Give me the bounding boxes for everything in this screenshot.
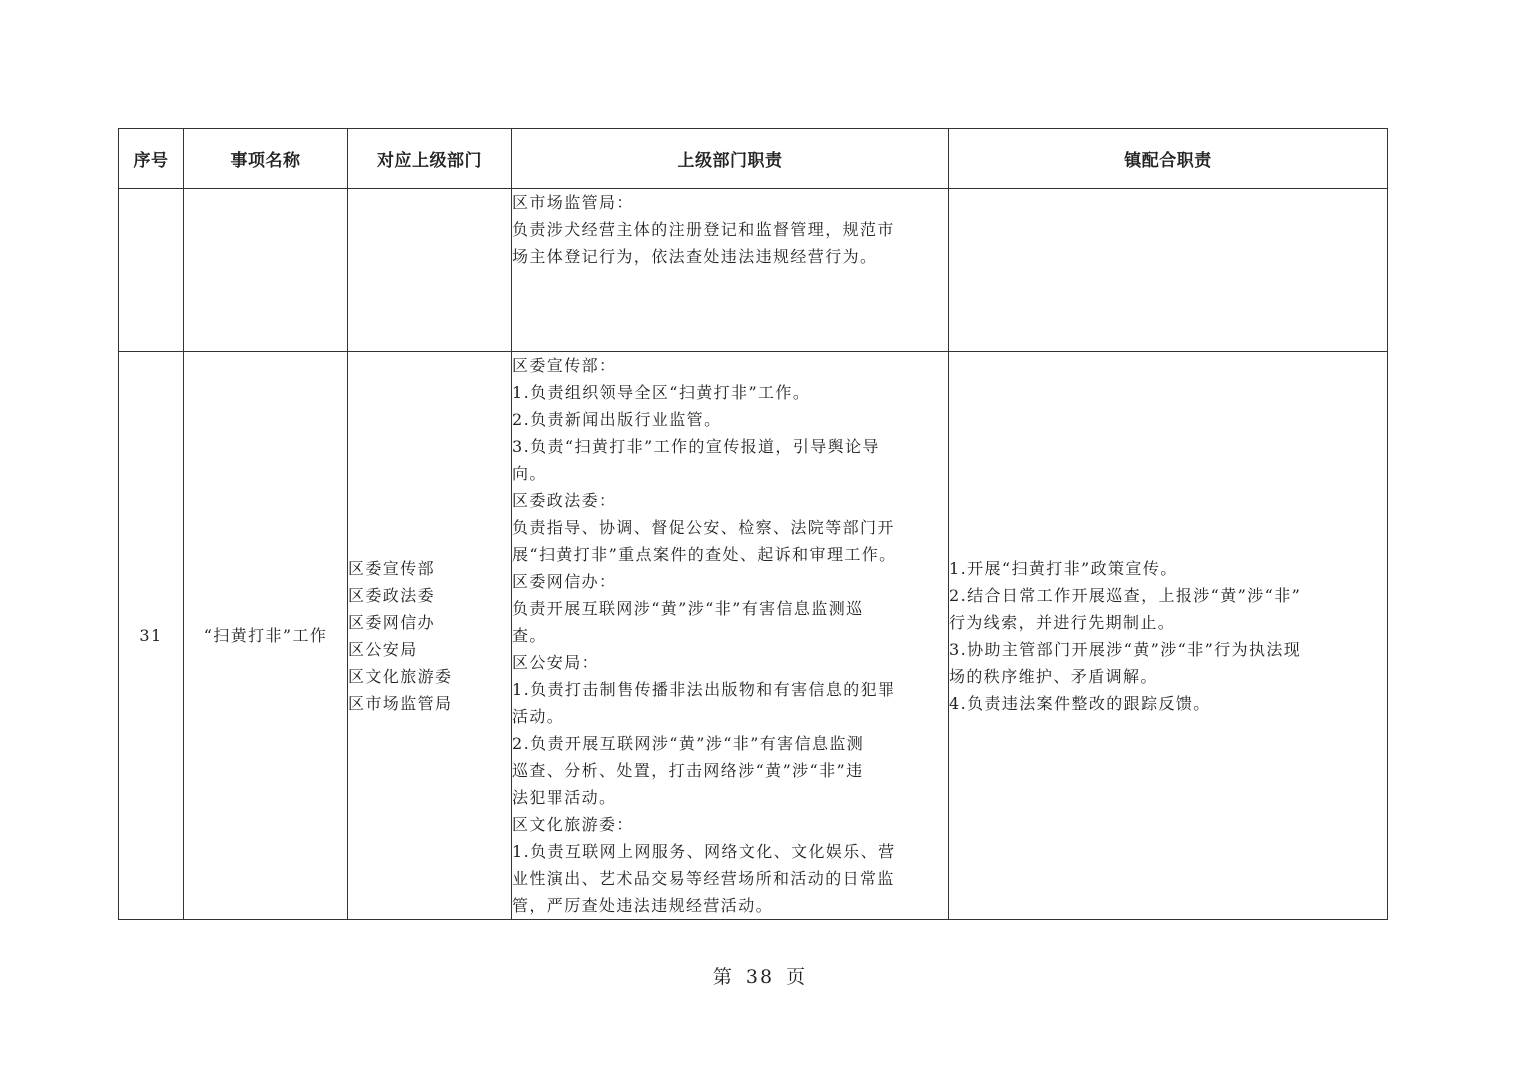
header-index: 序号 bbox=[119, 129, 184, 189]
department-line: 区委政法委 bbox=[348, 585, 436, 605]
responsibility-line: 区委宣传部： bbox=[512, 356, 617, 375]
responsibility-line: 法犯罪活动。 bbox=[512, 788, 617, 807]
responsibility-line: 2.负责新闻出版行业监管。 bbox=[512, 410, 722, 429]
town-duty-line: 行为线索，并进行先期制止。 bbox=[949, 612, 1176, 632]
responsibility-line: 区委政法委： bbox=[512, 491, 617, 510]
responsibility-line: 活动。 bbox=[512, 707, 565, 726]
header-superior-department: 对应上级部门 bbox=[348, 129, 512, 189]
responsibility-line: 1.负责互联网上网服务、网络文化、文化娱乐、营 bbox=[512, 842, 896, 861]
responsibility-line: 1.负责组织领导全区“扫黄打非”工作。 bbox=[512, 383, 811, 402]
responsibility-line: 负责涉犬经营主体的注册登记和监督管理，规范市 bbox=[512, 220, 895, 239]
department-line: 区文化旅游委 bbox=[348, 666, 453, 686]
table-row bbox=[119, 189, 1388, 352]
responsibility-line: 负责开展互联网涉“黄”涉“非”有害信息监测巡 bbox=[512, 599, 864, 618]
responsibility-line: 区公安局： bbox=[512, 653, 600, 672]
responsibility-line: 查。 bbox=[512, 626, 547, 645]
town-duty-line: 场的秩序维护、矛盾调解。 bbox=[949, 666, 1158, 686]
department-line: 区市场监管局 bbox=[348, 693, 453, 713]
responsibility-line: 场主体登记行为，依法查处违法违规经营行为。 bbox=[512, 247, 878, 266]
header-superior-responsibilities: 上级部门职责 bbox=[512, 129, 949, 189]
responsibility-line: 3.负责“扫黄打非”工作的宣传报道，引导舆论导 bbox=[512, 437, 880, 456]
responsibility-line: 展“扫黄打非”重点案件的查处、起诉和审理工作。 bbox=[512, 545, 897, 564]
row-town-duties bbox=[949, 189, 1388, 352]
responsibility-line: 业性演出、艺术品交易等经营场所和活动的日常监 bbox=[512, 869, 895, 888]
responsibility-line: 巡查、分析、处置，打击网络涉“黄”涉“非”违 bbox=[512, 761, 864, 780]
header-town-duties: 镇配合职责 bbox=[949, 129, 1388, 189]
row-responsibilities bbox=[512, 352, 949, 920]
row-index: 31 bbox=[119, 352, 184, 920]
row-town-duties bbox=[949, 352, 1388, 920]
row-item-name bbox=[184, 189, 348, 352]
department-line: 区委网信办 bbox=[348, 612, 436, 632]
responsibility-line: 向。 bbox=[512, 464, 547, 483]
responsibility-line: 1.负责打击制售传播非法出版物和有害信息的犯罪 bbox=[512, 680, 896, 699]
responsibility-line: 区委网信办： bbox=[512, 572, 617, 591]
page-number: 38 bbox=[745, 966, 775, 988]
department-line: 区委宣传部 bbox=[348, 558, 436, 578]
header-item-name: 事项名称 bbox=[184, 129, 348, 189]
page-prefix: 第 bbox=[712, 966, 734, 988]
table-row bbox=[119, 352, 1388, 920]
town-duty-line: 2.结合日常工作开展巡查，上报涉“黄”涉“非” bbox=[949, 585, 1302, 605]
responsibility-line: 管，严厉查处违法违规经营活动。 bbox=[512, 896, 774, 915]
row-responsibilities bbox=[512, 189, 949, 352]
responsibility-line: 2.负责开展互联网涉“黄”涉“非”有害信息监测 bbox=[512, 734, 865, 753]
row-index bbox=[119, 189, 184, 352]
responsibility-line: 区文化旅游委： bbox=[512, 815, 634, 834]
responsibility-table bbox=[118, 128, 1388, 920]
department-line: 区公安局 bbox=[348, 639, 418, 659]
row-departments bbox=[348, 189, 512, 352]
page-suffix: 页 bbox=[786, 966, 808, 988]
town-duty-line: 3.协助主管部门开展涉“黄”涉“非”行为执法现 bbox=[949, 639, 1302, 659]
table-header-row bbox=[119, 129, 1388, 189]
responsibility-line: 区市场监管局： bbox=[512, 193, 634, 212]
town-duty-line: 4.负责违法案件整改的跟踪反馈。 bbox=[949, 693, 1211, 713]
row-departments bbox=[348, 352, 512, 920]
page-footer bbox=[0, 962, 1520, 989]
responsibility-line: 负责指导、协调、督促公安、检察、法院等部门开 bbox=[512, 518, 895, 537]
town-duty-line: 1.开展“扫黄打非”政策宣传。 bbox=[949, 558, 1178, 578]
row-item-name: “扫黄打非”工作 bbox=[184, 352, 348, 920]
